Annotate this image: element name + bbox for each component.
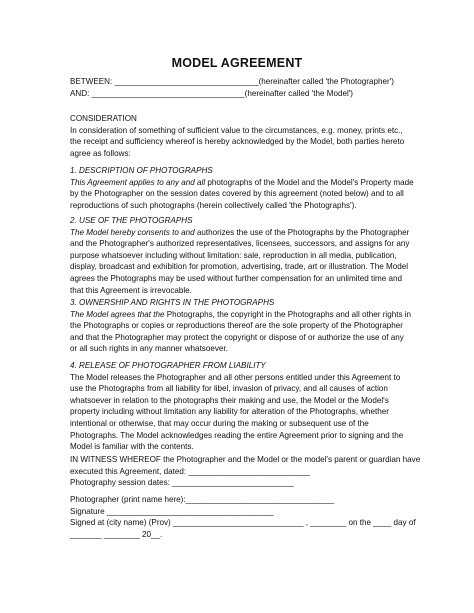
between-line: BETWEEN: ________________________________(hereinafter called 'the Photographer') <box>70 77 394 86</box>
signed-at-line: Signed at (city name) (Prov) _____________________________ , ________ on the ____ day of <box>70 518 416 528</box>
section-4-line: use the Photographs from all liability for libel, invasion of privacy, and all causes of action <box>70 384 388 394</box>
signature-block <box>70 494 420 540</box>
section-1 <box>70 165 420 211</box>
section-1-first-rest: photographs of the Model and the Model's Property made <box>207 177 414 187</box>
section-2 <box>70 215 420 296</box>
section-4-line: The Model releases the Photographer and all other persons entitled under this Agreement to <box>70 372 401 382</box>
section-3 <box>70 297 420 355</box>
parties-block <box>70 76 420 99</box>
date-line: _______ ________ 20__. <box>70 529 163 539</box>
and-line: AND: __________________________________(hereinafter called 'the Model') <box>70 88 353 98</box>
section-1-heading: 1. DESCRIPTION OF PHOTOGRAPHS <box>70 166 213 175</box>
dated-line: executed this Agreement, dated: ___________________________ <box>70 466 310 476</box>
section-2-heading: 2. USE OF THE PHOTOGRAPHS <box>70 216 193 225</box>
document-title: MODEL AGREEMENT <box>171 56 303 70</box>
section-1-italic-lead: This Agreement applies to any and all <box>70 177 208 187</box>
section-2-line: agrees the Photographs may be used without further compensation for an unlimited time and <box>70 273 403 283</box>
section-2-first-rest: authorizes the use of the Photographs by the Photographer <box>196 227 410 237</box>
section-2-line: that this Agreement is irrevocable. <box>70 285 192 295</box>
section-3-italic-lead: The Model agrees that the <box>70 309 167 319</box>
photographer-name-line: Photographer (print name here):_________________________________ <box>70 495 335 504</box>
section-2-first-line <box>70 227 420 239</box>
section-4 <box>70 360 420 453</box>
witness-line: IN WITNESS WHEREOF the Photographer and the Model or the model's parent or guardian have <box>70 455 421 464</box>
section-4-line: whatsoever in relation to the photographs their making and use, the Model or the Model's <box>70 395 389 405</box>
consideration-line: agree as follows: <box>70 148 131 158</box>
section-2-line: and the Photographer's authorized representatives, licensees, successors, and assigns for any <box>70 239 410 249</box>
section-3-line: the Photographs or copies or reproductions thereof are the sole property of the Photographer <box>70 321 403 331</box>
section-3-first-line <box>70 309 420 321</box>
witness-block <box>70 454 420 489</box>
consideration-heading: CONSIDERATION <box>70 114 137 123</box>
signature-line: Signature _____________________________________ <box>70 506 274 516</box>
section-4-line: Photographs. The Model acknowledges reading the entire Agreement prior to signing and the <box>70 430 404 440</box>
section-4-line: Model is familiar with the contents. <box>70 442 194 452</box>
section-1-line: reproductions of such photographs (herein collectively called 'the Photographs'). <box>70 200 357 210</box>
section-3-line: or all such rights in any manner whatsoever. <box>70 344 228 354</box>
section-3-line: and that the Photographer may protect the copyright or dispose of or authorize the use of any <box>70 332 404 342</box>
section-2-line: purpose whatsoever including without limitation: sale, reproduction in all media, publication, <box>70 250 397 260</box>
section-2-italic-lead: The Model hereby consents to and <box>70 227 197 237</box>
section-4-heading: 4. RELEASE OF PHOTOGRAPHER FROM LIABILITY <box>70 361 266 370</box>
section-1-first-line <box>70 177 420 189</box>
section-3-first-rest: Photographs, the copyright in the Photographs and all other rights in <box>166 309 412 319</box>
session-dates-line: Photography session dates: ___________________________ <box>70 478 294 488</box>
section-3-heading: 3. OWNERSHIP AND RIGHTS IN THE PHOTOGRAPHS <box>70 298 275 307</box>
section-4-line: intentional or otherwise, that may occur during the making or subsequent use of the <box>70 418 369 428</box>
consideration-line: In consideration of something of sufficient value to the circumstances, e.g. money, prints etc., <box>70 125 403 135</box>
section-2-line: display, broadcast and exhibition for promotion, advertising, trade, art or illustration. The Model <box>70 262 409 272</box>
consideration-section <box>70 113 420 159</box>
consideration-line: the receipt and sufficiency whereof is hereby acknowledged by the Model, both parties hereto <box>70 137 405 147</box>
section-1-line: by the Photographer on the session dates covered by this agreement (noted below) and to all <box>70 189 404 199</box>
section-4-line: property including without limitation any liability for alteration of the Photographs, whether <box>70 407 389 417</box>
